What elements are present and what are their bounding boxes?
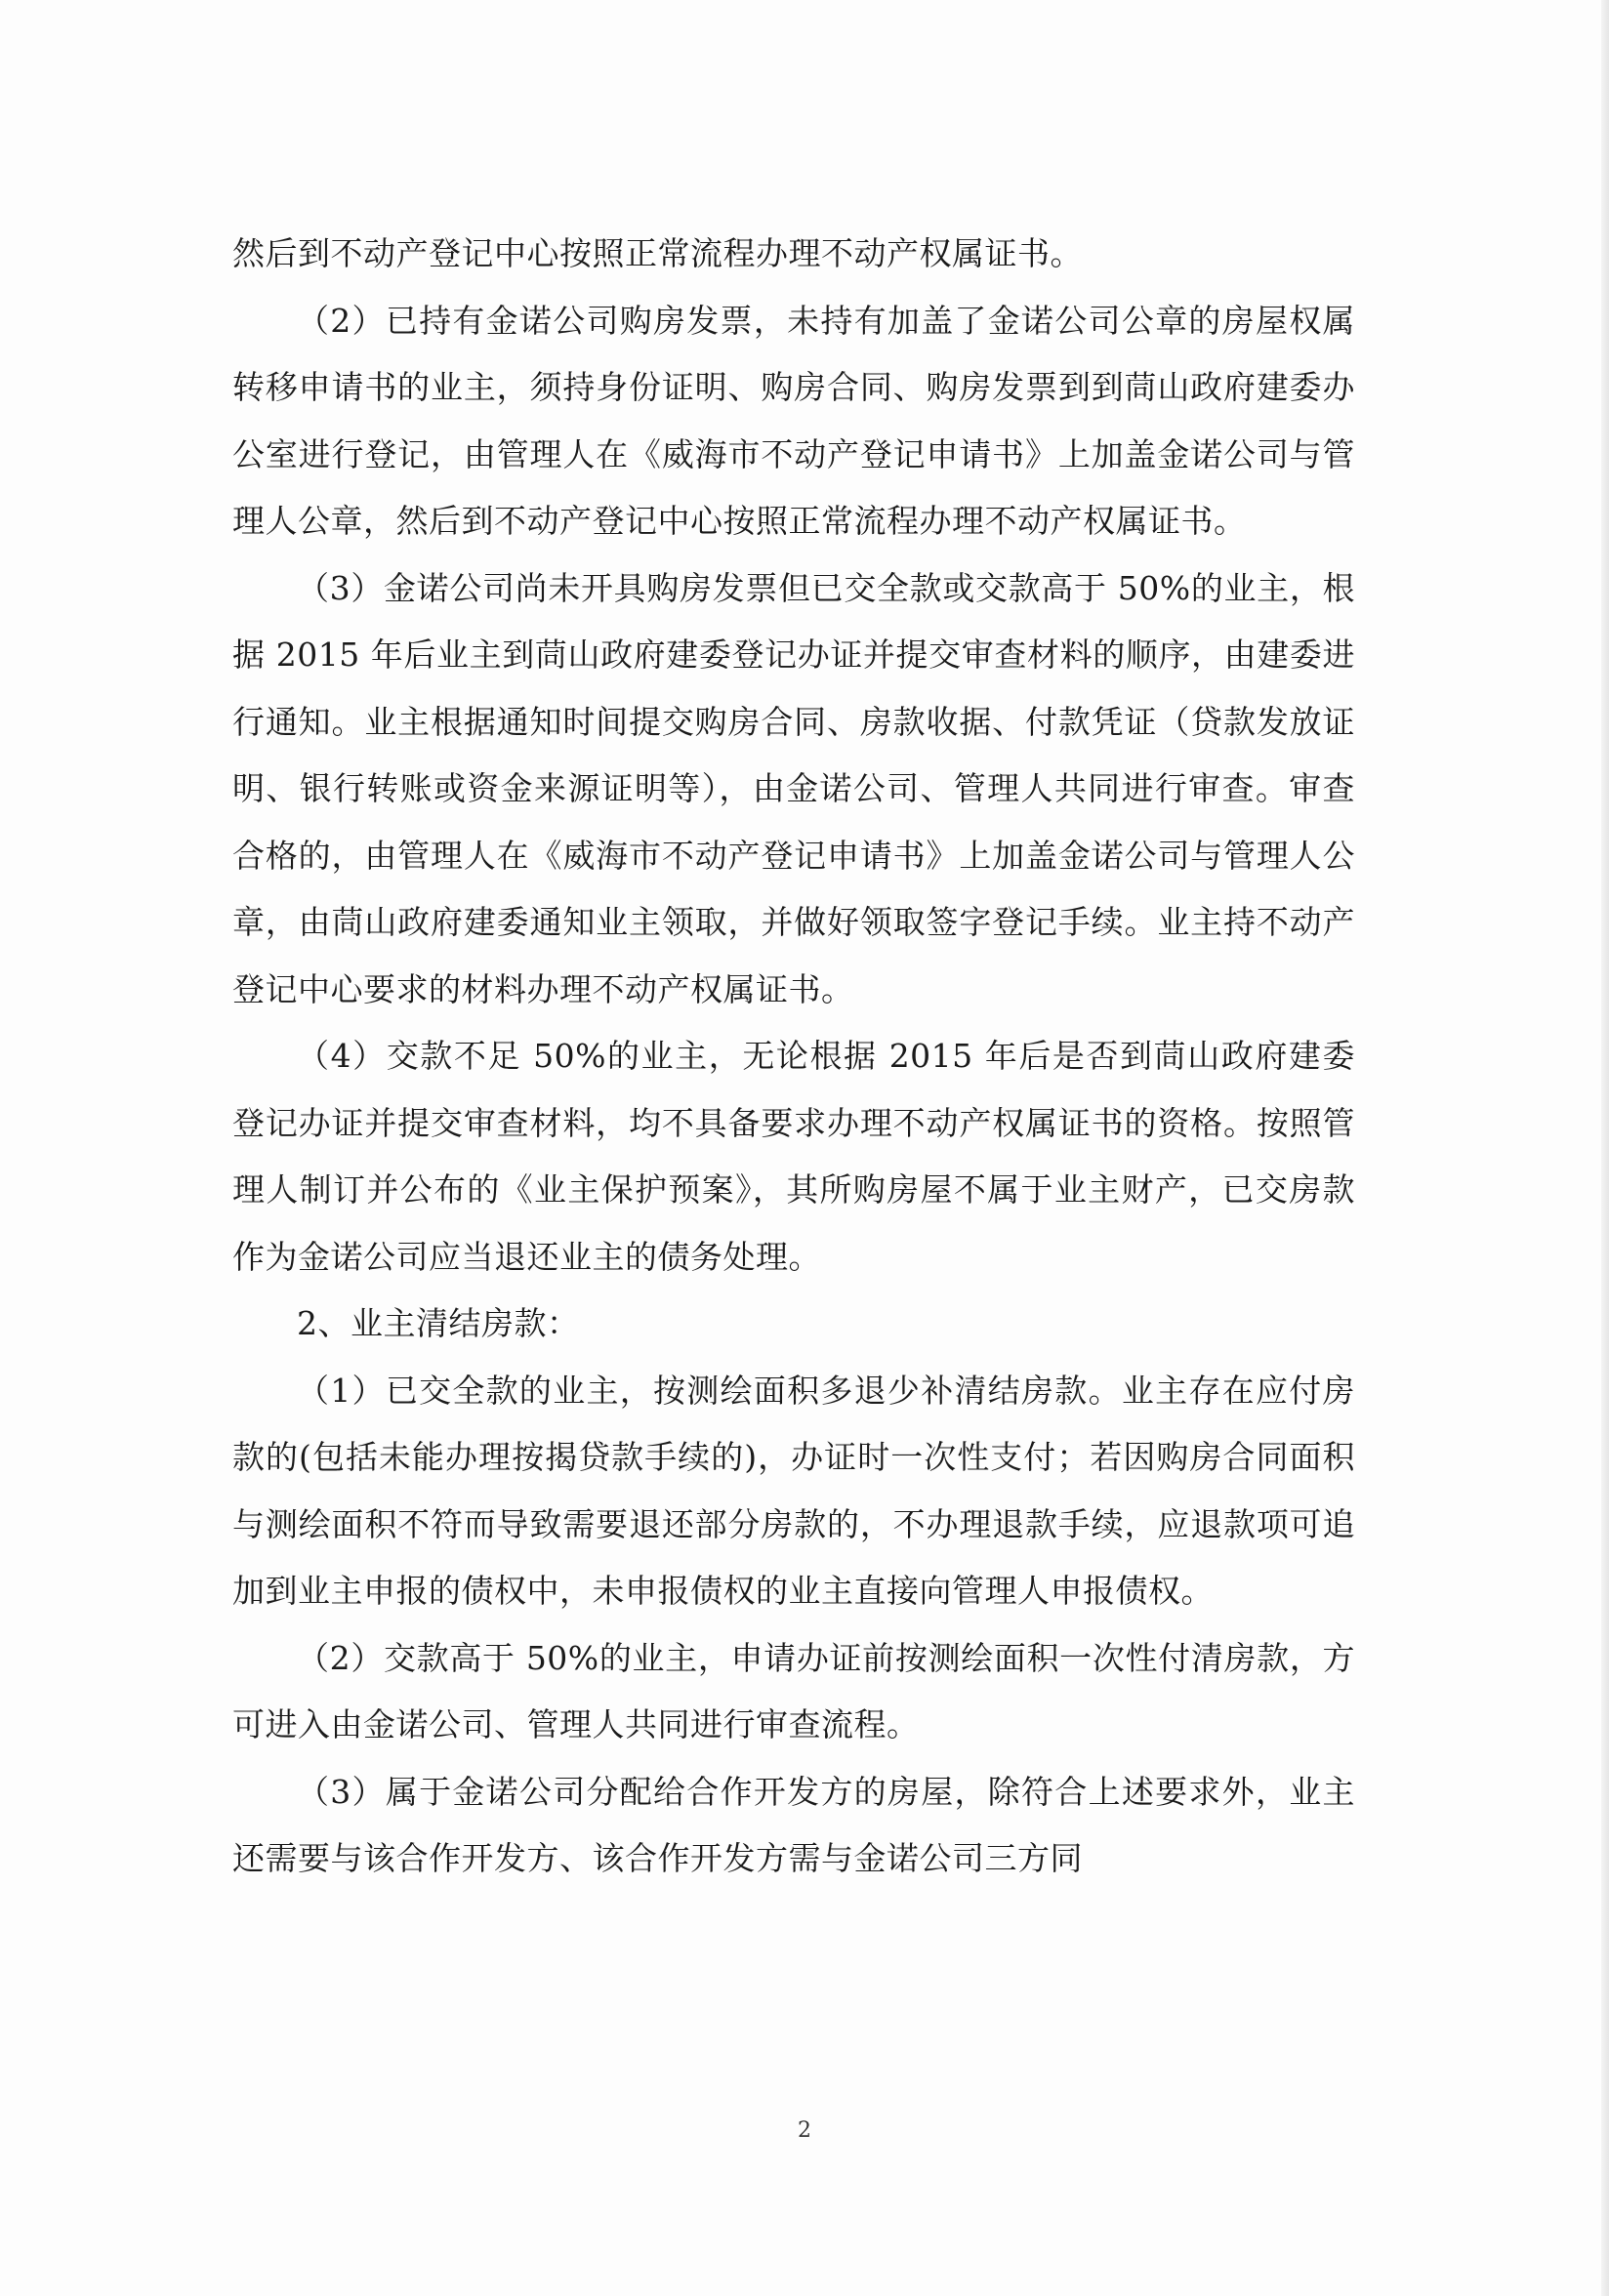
paragraph-settlement-1: （1）已交全款的业主，按测绘面积多退少补清结房款。业主存在应付房款的(包括未能办理按揭贷款手续的)，办证时一次性支付；若因购房合同面积与测绘面积不符而导致需要退还部分房款的，不办理退款手续，应退款项可追加到业主申报的债权中，未申报债权的业主直接向管理人申报债权。 [232,1371,1355,1610]
page-edge-shadow [1601,0,1609,2296]
paragraph-item-4: （4）交款不足 50%的业主，无论根据 2015 年后是否到茼山政府建委登记办证并提交审查材料，均不具备要求办理不动产权属证书的资格。按照管理人制订并公布的《业主保护预案》，其所购房屋不属于业主财产，已交房款作为金诺公司应当退还业主的债务处理。 [232,1037,1355,1276]
paragraph-settlement-3: （3）属于金诺公司分配给合作开发方的房屋，除符合上述要求外，业主还需要与该合作开发方、该合作开发方需与金诺公司三方同 [232,1772,1355,1877]
page-number: 2 [798,2118,811,2143]
paragraph-continuation: 然后到不动产登记中心按照正常流程办理不动产权属证书。 [232,234,1083,272]
paragraph-settlement-2: （2）交款高于 50%的业主，申请办证前按测绘面积一次性付清房款，方可进入由金诺公司、管理人共同进行审查流程。 [232,1638,1355,1743]
paragraph-item-3: （3）金诺公司尚未开具购房发票但已交全款或交款高于 50%的业主，根据 2015 年后业主到茼山政府建委登记办证并提交审查材料的顺序，由建委进行通知。业主根据通知时间提交购房合同、房款收据、付款凭证（贷款发放证明、银行转账或资金来源证明等），由金诺公司、管理人共同进行审查。审查合格的，由管理人在《威海市不动产登记申请书》上加盖金诺公司与管理人公章，由茼山政府建委通知业主领取，并做好领取签字登记手续。业主持不动产登记中心要求的材料办理不动产权属证书。 [232,568,1355,1008]
section-heading-settlement: 2、业主清结房款： [297,1304,580,1342]
paragraph-item-2: （2）已持有金诺公司购房发票，未持有加盖了金诺公司公章的房屋权属转移申请书的业主，须持身份证明、购房合同、购房发票到到茼山政府建委办公室进行登记，由管理人在《威海市不动产登记申请书》上加盖金诺公司与管理人公章，然后到不动产登记中心按照正常流程办理不动产权属证书。 [232,301,1355,540]
document-body [232,221,1355,1893]
